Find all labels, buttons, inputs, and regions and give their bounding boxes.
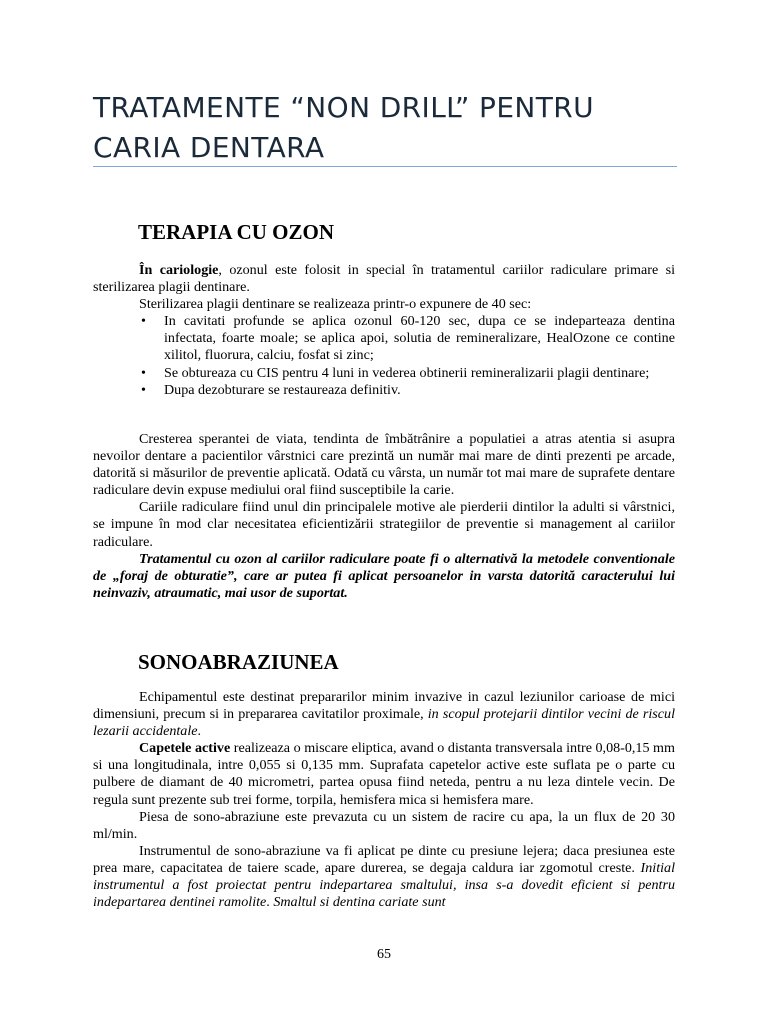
section-ozone-body-2 — [93, 431, 675, 602]
paragraph: Echipamentul este destinat prepararilor minim invazive in cazul leziunilor carioase de mici dimensiuni, precum si in prepararea cavitatilor proximale, in scopul protejarii dintilor vecini de riscul lezarii accidentale. — [93, 689, 675, 740]
section-heading-ozone: TERAPIA CU OZON — [138, 220, 335, 244]
title-line-2: CARIA DENTARA — [93, 131, 325, 164]
paragraph: Piesa de sono-abraziune este prevazuta cu un sistem de racire cu apa, la un flux de 20 30 ml/min. — [93, 808, 675, 842]
bold-term: În cariologie — [139, 262, 219, 278]
list-item: • In cavitati profunde se aplica ozonul 60-120 sec, dupa ce se indeparteaza dentina infectata, foarte moale; se aplica apoi, solutia de remineralizare, HealOzone ce contine xilitol, fluorura, calciu, fosfat si zinc; — [141, 313, 675, 364]
highlight-paragraph: Tratamentul cu ozon al cariilor radiculare poate fi o alternativă la metodele conventionale de „foraj de obturatie”, care ar putea fi aplicat persoanelor in varsta datorită caracterului lui neinvaziv, atraumatic, mai usor de suportat. — [93, 550, 675, 601]
bullet-list — [93, 313, 675, 398]
paragraph: Cariile radiculare fiind unul din principalele motive ale pierderii dintilor la adulti si vârstnici, se impune în mod clar necesitatea eficientizării strategiilor de preventie si management al cariilor radiculare. — [93, 499, 675, 550]
title-underline — [93, 166, 677, 167]
paragraph: În cariologie, ozonul este folosit in special în tratamentul cariilor radiculare primare si sterilizarea plagii dentinare. — [93, 262, 675, 296]
section-ozone-body — [93, 262, 675, 399]
list-item: • Se obtureaza cu CIS pentru 4 luni in vederea obtinerii remineralizarii plagii dentinare; — [141, 364, 650, 381]
bold-term: Capetele active — [139, 740, 231, 757]
bullet-icon: • — [141, 364, 146, 381]
paragraph: Sterilizarea plagii dentinare se realizeaza printr-o expunere de 40 sec: — [139, 296, 532, 313]
paragraph: Cresterea sperantei de viata, tendinta de îmbătrânire a populatiei a atras atentia si asupra nevoilor dentare a pacientilor vârstnici care prezintă un număr mai mare de dinti prezenti pe arcade, datorită si măsurilor de preventie aplicată. Odată cu vârsta, un număr tot mai mare de suprafete dentare radiculare devin expuse mediului oral fiind susceptibile la carie. — [93, 431, 675, 499]
section-sonoabrasion-body — [93, 689, 675, 911]
bullet-icon: • — [141, 313, 146, 330]
bullet-icon: • — [141, 381, 146, 398]
paragraph: Capetele active realizeaza o miscare eliptica, avand o distanta transversala intre 0,08-0,15 mm si una longitudinala, intre 0,055 si 0,135 mm. Suprafata capetelor active este suflata pe o parte cu pulbere de diamant de 40 micrometri, partea opusa fiind neteda, pentru a nu leza dintele vecin. De regula sunt prezente sub trei forme, torpila, hemisfera mica si hemisfera mare. — [93, 740, 675, 808]
page-number: 65 — [377, 947, 391, 962]
section-heading-sonoabrasion: SONOABRAZIUNEA — [138, 650, 339, 674]
title-line-1: TRATAMENTE “NON DRILL” PENTRU — [93, 91, 595, 124]
page-title — [93, 88, 683, 168]
paragraph: Instrumentul de sono-abraziune va fi aplicat pe dinte cu presiune lejera; daca presiunea este prea mare, capacitatea de taiere scade, apare durerea, se degaja caldura iar zgomotul creste. Initial instrumentul a fost proiectat pentru indepartarea smaltului, insa s-a dovedit eficient si pentru indepartarea dentinei ramolite. Smaltul si dentina cariate sunt — [93, 842, 675, 911]
list-item: • Dupa dezobturare se restaureaza definitiv. — [141, 381, 401, 398]
